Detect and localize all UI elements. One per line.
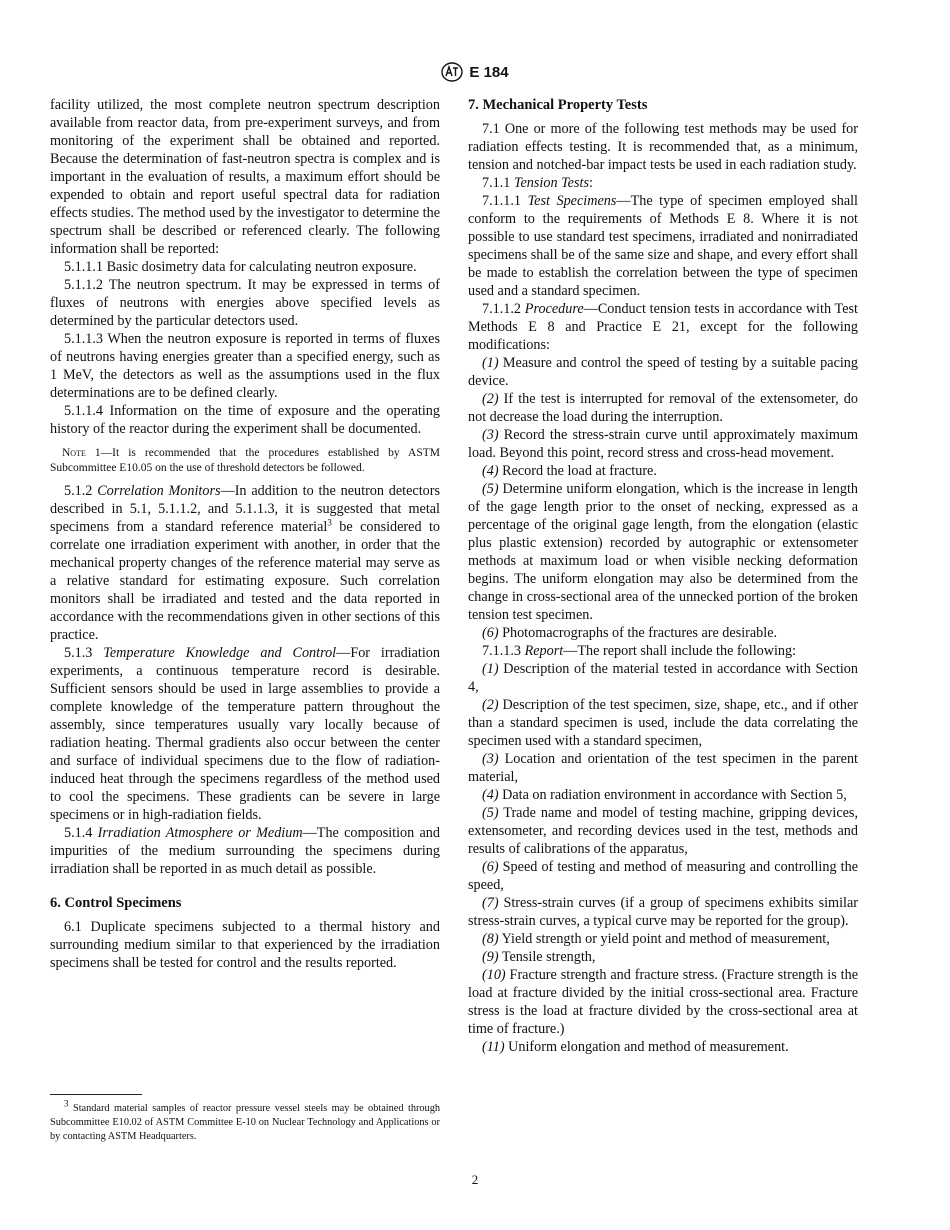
section-number: 5.1.2 <box>64 483 98 499</box>
item-number: (3) <box>482 427 499 443</box>
section-number: 7.1.1 <box>482 175 514 191</box>
item-text: Photomacrographs of the fractures are desirable. <box>498 625 778 641</box>
item-text: If the test is interrupted for removal of the extensometer, do not decrease the load during the interruption. <box>468 391 858 425</box>
section-title: Temperature Knowledge and Control <box>103 645 337 661</box>
note-label: Note <box>62 447 86 459</box>
item-number: (1) <box>482 355 499 371</box>
footnote-text <box>50 1098 440 1144</box>
item-number: (1) <box>482 661 499 677</box>
list-item <box>468 390 858 426</box>
list-item <box>468 1038 858 1056</box>
paragraph-text: —The type of specimen employed shall conform to the requirements of Methods E 8. Where it is not possible to use standard test specimens, irradiated and nonirradiated specimens shall be of the same size and shape, and every effort shall be made to establish the correlation between the type of specimen used and a standard specimen. <box>468 193 858 299</box>
right-column <box>468 96 858 1056</box>
paragraph-text: —The composition and impurities of the medium surrounding the specimens during irradiation shall be reported in as much detail as possible. <box>50 825 440 877</box>
list-item <box>468 624 858 642</box>
item-text: Yield strength or yield point and method of measurement, <box>498 931 830 947</box>
item-text: Description of the material tested in accordance with Section 4, <box>468 661 858 695</box>
item-number: (5) <box>482 481 499 497</box>
paragraph: 6.1 Duplicate specimens subjected to a thermal history and surrounding medium similar to that experienced by the irradiation specimens shall be tested for control and the results reported. <box>50 919 440 971</box>
punctuation: : <box>588 175 593 191</box>
item-number: (2) <box>482 391 499 407</box>
item-text: Speed of testing and method of measuring and controlling the speed, <box>468 859 858 893</box>
left-column <box>50 96 440 972</box>
section-title: Test Specimens <box>527 193 617 209</box>
list-item <box>468 930 858 948</box>
paragraph: 5.1.1.2 The neutron spectrum. It may be expressed in terms of fluxes of neutrons with energies above specified levels as determined by the particular detectors used. <box>50 277 440 329</box>
item-number: (5) <box>482 805 499 821</box>
list-item <box>468 354 858 390</box>
section-number: 7.1.1.2 <box>482 301 525 317</box>
paragraph <box>468 300 858 354</box>
item-number: (2) <box>482 697 499 713</box>
item-text: Record the load at fracture. <box>498 463 657 479</box>
section-number: 7.1.1.3 <box>482 643 525 659</box>
item-number: (11) <box>482 1039 505 1055</box>
section-title: Procedure <box>524 301 584 317</box>
paragraph: 7.1 One or more of the following test methods may be used for radiation effects testing. It is recommended that, as a minimum, tension and notched-bar impact tests be used in each radiation study. <box>468 121 858 173</box>
section-title: Irradiation Atmosphere or Medium <box>97 825 303 841</box>
item-text: Fracture strength and fracture stress. (Fracture strength is the load at fracture divided by the initial cross-sectional area. Fracture stress is the load at fracture divided by the cross-sectional area at time of fracture.) <box>468 967 858 1037</box>
item-text: Record the stress-strain curve until approximately maximum load. Beyond this point, record stress and cross-head movement. <box>468 427 858 461</box>
list-item <box>468 462 858 480</box>
item-text: Stress-strain curves (if a group of specimens exhibits similar stress-strain curves, a typical curve may be reported for the group). <box>468 895 858 929</box>
note <box>50 446 440 476</box>
section-title: Report <box>524 643 564 659</box>
section-number: 7.1.1.1 <box>482 193 528 209</box>
paragraph-text: —For irradiation experiments, a continuous temperature record is desirable. Sufficient sensors should be used in large assemblies to provide a complete knowledge of the temperature pattern throughout the assembly, since temperatures usually vary locally because of radiation heating. Thermal gradients also occur between the center and surface of individual specimens due to the flow of radiation-induced heat through the specimens regardless of the method used to cool the specimens. These gradients can be severe in large specimens or in high-radiation fields. <box>50 645 440 823</box>
paragraph <box>50 644 440 824</box>
section-heading: 7. Mechanical Property Tests <box>468 97 648 113</box>
paragraph: facility utilized, the most complete neutron spectrum description available from reactor data, from pre-experiment surveys, and from monitoring of the experiment shall be obtained and reported. Because the determination of fast-neutron spectra is complex and is important in the evaluation of results, a maximum effort should be expended to obtain and report useful spectral data for radiation effects studies. The method used by the investigator to determine the spectrum shall be described or referenced clearly. The following information shall be reported: <box>50 97 440 257</box>
footnote <box>50 1092 440 1144</box>
paragraph <box>468 642 858 660</box>
footnote-mark: 3 <box>64 1098 69 1109</box>
list-item <box>468 750 858 786</box>
paragraph <box>468 174 858 192</box>
list-item <box>468 480 858 624</box>
list-item <box>468 894 858 930</box>
paragraph: 5.1.1.4 Information on the time of exposure and the operating history of the reactor during the experiment shall be documented. <box>50 403 440 437</box>
paragraph <box>468 192 858 300</box>
item-number: (6) <box>482 625 499 641</box>
item-number: (6) <box>482 859 499 875</box>
paragraph-text: —Conduct tension tests in accordance with Test Methods E 8 and Practice E 21, except for the following modifications: <box>468 301 858 353</box>
footnote-body: Standard material samples of reactor pressure vessel steels may be obtained through Subcommittee E10.02 of ASTM Committee E-10 on Nuclear Technology and Applications or by contacting ASTM Headquarters. <box>50 1103 440 1142</box>
item-text: Location and orientation of the test specimen in the parent material, <box>468 751 858 785</box>
item-number: (3) <box>482 751 499 767</box>
paragraph: 5.1.1.3 When the neutron exposure is reported in terms of fluxes of neutrons having energies greater than a specified energy, such as 1 MeV, the detectors as well as the assumptions used in the flux determinations are to be defined clearly. <box>50 331 440 401</box>
list-item <box>468 948 858 966</box>
astm-logo-icon <box>441 62 463 82</box>
section-number: 5.1.3 <box>64 645 104 661</box>
item-number: (8) <box>482 931 499 947</box>
list-item <box>468 786 858 804</box>
page-header <box>0 62 950 82</box>
section-number: 5.1.4 <box>64 825 98 841</box>
paragraph: 5.1.1.1 Basic dosimetry data for calculating neutron exposure. <box>64 259 417 275</box>
item-text: Uniform elongation and method of measurement. <box>504 1039 789 1055</box>
item-text: Tensile strength, <box>498 949 596 965</box>
item-number: (9) <box>482 949 499 965</box>
item-text: Trade name and model of testing machine, gripping devices, extensometer, and recording devices used in the test, methods and results of calibrations of the apparatus, <box>468 805 858 857</box>
page-number: 2 <box>471 1172 479 1187</box>
list-item <box>468 426 858 462</box>
item-number: (7) <box>482 895 499 911</box>
paragraph-text: be considered to correlate one irradiation experiment with another, in order that the mechanical property changes of the reference material may serve as a relative standard for estimating exposure. Such correlation monitors shall be irradiated and tested and the data reported in accordance with the recommendations given in other sections of this practice. <box>50 519 440 643</box>
item-number: (4) <box>482 463 499 479</box>
item-number: (10) <box>482 967 506 983</box>
designation: E 184 <box>469 64 509 81</box>
procedure-list <box>468 354 858 642</box>
list-item <box>468 804 858 858</box>
item-text: Determine uniform elongation, which is the increase in length of the gage length prior to the onset of necking, expressed as a percentage of the original gage length, from the elongation (elastic plus plastic extension) recorded by autographic or extensometer methods at maximum load or when visible necking deformation begins. The uniform elongation may also be determined from the change in cross-sectional area of the unnecked portion of the broken tension test specimen. <box>468 481 858 623</box>
list-item <box>468 696 858 750</box>
paragraph <box>50 482 440 644</box>
item-text: Measure and control the speed of testing by a suitable pacing device. <box>468 355 858 389</box>
footnote-ref: 3 <box>327 517 332 528</box>
report-list <box>468 660 858 1056</box>
paragraph <box>50 824 440 878</box>
item-text: Data on radiation environment in accordance with Section 5, <box>498 787 847 803</box>
paragraph-text: —The report shall include the following: <box>563 643 797 659</box>
paragraph-text: —In addition to the neutron detectors described in 5.1, 5.1.1.2, and 5.1.1.3, it is suggested that metal specimens from a standard reference material <box>50 483 440 535</box>
section-heading: 6. Control Specimens <box>50 895 182 911</box>
section-title: Correlation Monitors <box>97 483 221 499</box>
note-text: 1—It is recommended that the procedures established by ASTM Subcommittee E10.05 on the use of threshold detectors be followed. <box>50 447 440 474</box>
list-item <box>468 660 858 696</box>
item-text: Description of the test specimen, size, shape, etc., and if other than a standard specimen is used, include the data correlating the specimen used with a standard specimen, <box>468 697 858 749</box>
section-title: Tension Tests <box>513 175 589 191</box>
item-number: (4) <box>482 787 499 803</box>
list-item <box>468 966 858 1038</box>
list-item <box>468 858 858 894</box>
